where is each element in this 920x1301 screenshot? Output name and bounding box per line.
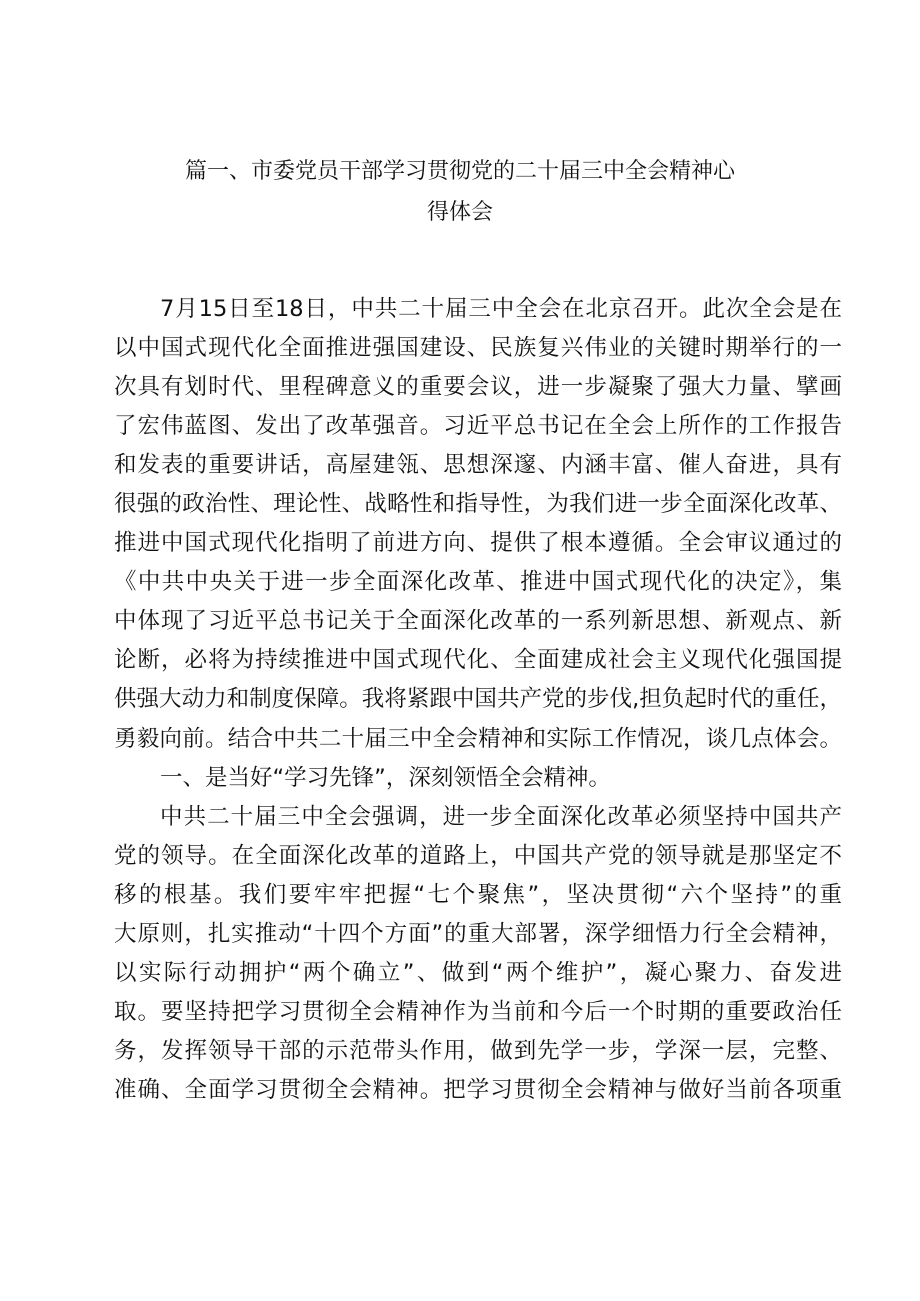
body-line: 务，发挥领导干部的示范带头作用，做到先学一步，学深一层，完整、 — [114, 1037, 842, 1064]
body-line: 很强的政治性、理论性、战略性和指导性，为我们进一步全面深化改革、 — [114, 491, 842, 518]
document-title-line-2: 得体会 — [426, 200, 493, 225]
body-line: 论断，必将为持续推进中国式现代化、全面建成社会主义现代化强国提 — [114, 647, 842, 674]
body-line: 中体现了习近平总书记关于全面深化改革的一系列新思想、新观点、新 — [114, 608, 842, 635]
body-line: 准确、全面学习贯彻全会精神。把学习贯彻全会精神与做好当前各项重 — [114, 1076, 842, 1103]
body-line: 大原则，扎实推动“十四个方面”的重大部署，深学细悟力行全会精神， — [114, 920, 842, 947]
body-line: 移的根基。我们要牢牢把握“七个聚焦”，坚决贯彻“六个坚持”的重 — [114, 881, 842, 908]
body-line: 和发表的重要讲话，高屋建瓴、思想深邃、内涵丰富、催人奋进，具有 — [114, 452, 842, 479]
body-line: 以中国式现代化全面推进强国建设、民族复兴伟业的关键时期举行的一 — [114, 335, 842, 362]
body-line: 以实际行动拥护“两个确立”、做到“两个维护”，凝心聚力、奋发进 — [114, 959, 842, 986]
body-line: 供强大动力和制度保障。我将紧跟中国共产党的步伐,担负起时代的重任， — [114, 686, 842, 713]
document-title-line-1: 篇一、市委党员干部学习贯彻党的二十届三中全会精神心 — [184, 159, 735, 184]
body-line: 推进中国式现代化指明了前进方向、提供了根本遵循。全会审议通过的 — [114, 530, 842, 557]
body-line: 了宏伟蓝图、发出了改革强音。习近平总书记在全会上所作的工作报告 — [114, 413, 842, 440]
body-line: 中共二十届三中全会强调，进一步全面深化改革必须坚持中国共产 — [160, 803, 842, 830]
body-line: 《中共中央关于进一步全面深化改革、推进中国式现代化的决定》，集 — [114, 569, 842, 596]
body-line: 取。要坚持把学习贯彻全会精神作为当前和今后一个时期的重要政治任 — [114, 998, 842, 1025]
body-line: 党的领导。在全面深化改革的道路上，中国共产党的领导就是那坚定不 — [114, 842, 842, 869]
body-line: 勇毅向前。结合中共二十届三中全会精神和实际工作情况，谈几点体会。 — [114, 725, 842, 752]
document-body — [114, 290, 842, 1110]
body-line: 次具有划时代、里程碑意义的重要会议，进一步凝聚了强大力量、擘画 — [114, 374, 842, 401]
section-heading: 一、是当好“学习先锋”，深刻领悟全会精神。 — [160, 764, 611, 791]
body-line: 7月15日至18日，中共二十届三中全会在北京召开。此次全会是在 — [160, 296, 842, 322]
